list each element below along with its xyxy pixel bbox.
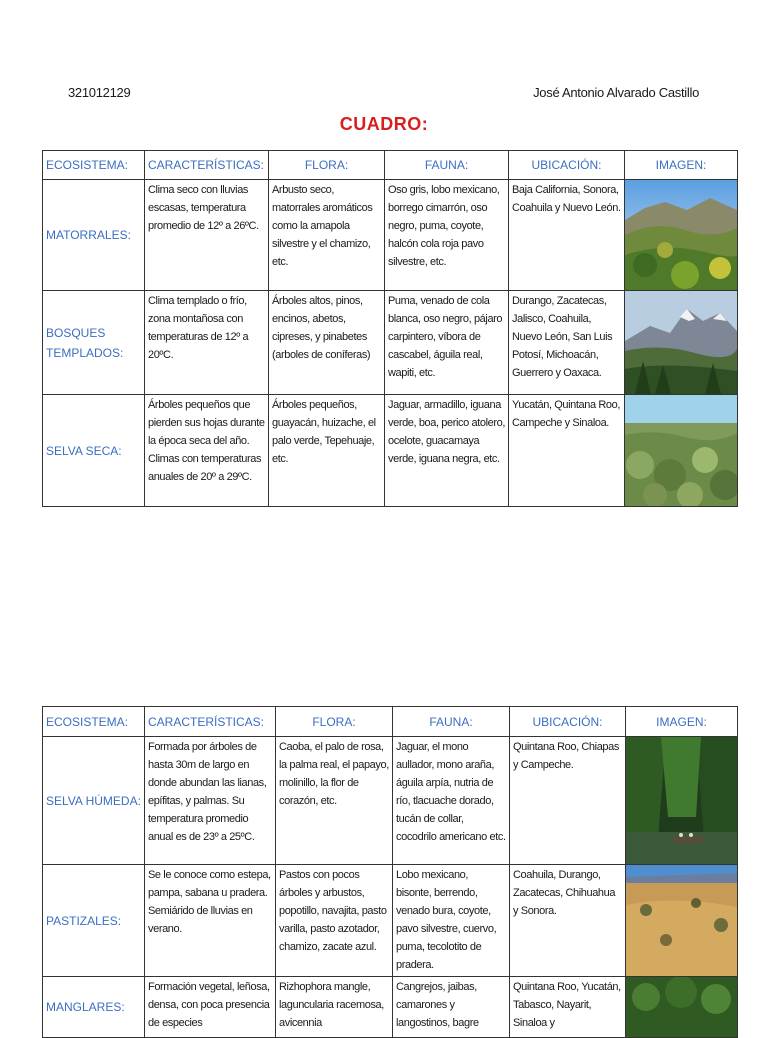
ecosystems-table-2	[42, 706, 738, 1038]
student-id: 321012129	[68, 85, 131, 100]
flora-cell: Arbusto seco, matorrales aromáticos como la amapola silvestre y el chamizo, etc.	[269, 180, 385, 291]
page-title: CUADRO:	[339, 114, 429, 134]
flora-cell: Árboles pequeños, guayacán, huizache, el palo verde, Tepehuaje, etc.	[269, 395, 385, 507]
ecosistema-cell: MANGLARES:	[43, 977, 145, 1038]
col-fauna: FAUNA:	[393, 707, 510, 737]
ecosistema-cell: PASTIZALES:	[43, 865, 145, 977]
fauna-cell: Cangrejos, jaibas, camarones y langostinos, bagre	[393, 977, 510, 1038]
mangrove-icon	[626, 977, 737, 1037]
col-flora: FLORA:	[269, 151, 385, 180]
col-ecosistema: ECOSISTEMA:	[43, 151, 145, 180]
selva-humeda-image	[626, 737, 738, 865]
matorral-image	[625, 180, 738, 291]
ubicacion-cell: Coahuila, Durango, Zacatecas, Chihuahua y Sonora.	[510, 865, 626, 977]
ubicacion-cell: Yucatán, Quintana Roo, Campeche y Sinaloa.	[509, 395, 625, 507]
ecosistema-cell: SELVA SECA:	[43, 395, 145, 507]
fauna-cell: Oso gris, lobo mexicano, borrego cimarrón, oso negro, puma, coyote, halcón cola roja pavo silvestre, etc.	[385, 180, 509, 291]
ubicacion-cell: Quintana Roo, Chiapas y Campeche.	[510, 737, 626, 865]
fauna-cell: Puma, venado de cola blanca, oso negro, pájaro carpintero, víbora de cascabel, águila real, wapiti, etc.	[385, 291, 509, 395]
bosque-image	[625, 291, 738, 395]
grassland-icon	[626, 865, 737, 976]
col-caracteristicas: CARACTERÍSTICAS:	[145, 151, 269, 180]
rainforest-river-icon	[626, 737, 737, 864]
caracteristicas-cell: Clima templado o frío, zona montañosa con temperaturas de 12º a 20ºC.	[145, 291, 269, 395]
col-ecosistema: ECOSISTEMA:	[43, 707, 145, 737]
manglar-image	[626, 977, 738, 1038]
table-row	[43, 395, 738, 507]
dry-forest-icon	[625, 395, 737, 506]
flora-cell: Caoba, el palo de rosa, la palma real, el papayo, molinillo, la flor de corazón, etc.	[276, 737, 393, 865]
table-header-row	[43, 707, 738, 737]
ubicacion-cell: Quintana Roo, Yucatán, Tabasco, Nayarit, Sinaloa y	[510, 977, 626, 1038]
table-row	[43, 737, 738, 865]
table-row	[43, 865, 738, 977]
col-imagen: IMAGEN:	[625, 151, 738, 180]
ecosistema-cell: MATORRALES:	[43, 180, 145, 291]
flora-cell: Pastos con pocos árboles y arbustos, popotillo, navajita, pasto varilla, pasto azotador, chamizo, zacate azul.	[276, 865, 393, 977]
flora-cell: Rizhophora mangle, laguncularia racemosa, avicennia	[276, 977, 393, 1038]
caracteristicas-cell: Formación vegetal, leñosa, densa, con poca presencia de especies	[145, 977, 276, 1038]
col-imagen: IMAGEN:	[626, 707, 738, 737]
caracteristicas-cell: Formada por árboles de hasta 30m de largo en donde abundan las lianas, epífitas, y palmas. Su temperatura promedio anual es de 23º a 25ºC.	[145, 737, 276, 865]
matorral-landscape-icon	[625, 180, 737, 290]
pastizal-image	[626, 865, 738, 977]
caracteristicas-cell: Árboles pequeños que pierden sus hojas durante la época seca del año. Climas con temperaturas anuales de 20º a 29ºC.	[145, 395, 269, 507]
table-row	[43, 977, 738, 1038]
author-name: José Antonio Alvarado Castillo	[533, 85, 699, 100]
col-fauna: FAUNA:	[385, 151, 509, 180]
col-flora: FLORA:	[276, 707, 393, 737]
ubicacion-cell: Durango, Zacatecas, Jalisco, Coahuila, Nuevo León, San Luis Potosí, Michoacán, Guerrero y Oaxaca.	[509, 291, 625, 395]
flora-cell: Árboles altos, pinos, encinos, abetos, cipreses, y pinabetes (arboles de coníferas)	[269, 291, 385, 395]
col-ubicacion: UBICACIÓN:	[509, 151, 625, 180]
table-row	[43, 180, 738, 291]
fauna-cell: Jaguar, el mono aullador, mono araña, águila arpía, nutria de río, tlacuache dorado, tucán de collar, cocodrilo americano etc.	[393, 737, 510, 865]
table-row	[43, 291, 738, 395]
selva-seca-image	[625, 395, 738, 507]
ubicacion-cell: Baja California, Sonora, Coahuila y Nuevo León.	[509, 180, 625, 291]
ecosistema-cell: BOSQUES TEMPLADOS:	[43, 291, 145, 395]
col-ubicacion: UBICACIÓN:	[510, 707, 626, 737]
mountain-forest-icon	[625, 291, 737, 394]
col-caracteristicas: CARACTERÍSTICAS:	[145, 707, 276, 737]
fauna-cell: Jaguar, armadillo, iguana verde, boa, perico atolero, ocelote, guacamaya verde, iguana negra, etc.	[385, 395, 509, 507]
caracteristicas-cell: Se le conoce como estepa, pampa, sabana u pradera. Semiárido de lluvias en verano.	[145, 865, 276, 977]
ecosistema-cell: SELVA HÚMEDA:	[43, 737, 145, 865]
table-header-row	[43, 151, 738, 180]
ecosystems-table-1	[42, 150, 738, 507]
fauna-cell: Lobo mexicano, bisonte, berrendo, venado bura, coyote, pavo silvestre, cuervo, puma, tecolotito de pradera.	[393, 865, 510, 977]
caracteristicas-cell: Clima seco con lluvias escasas, temperatura promedio de 12º a 26ºC.	[145, 180, 269, 291]
